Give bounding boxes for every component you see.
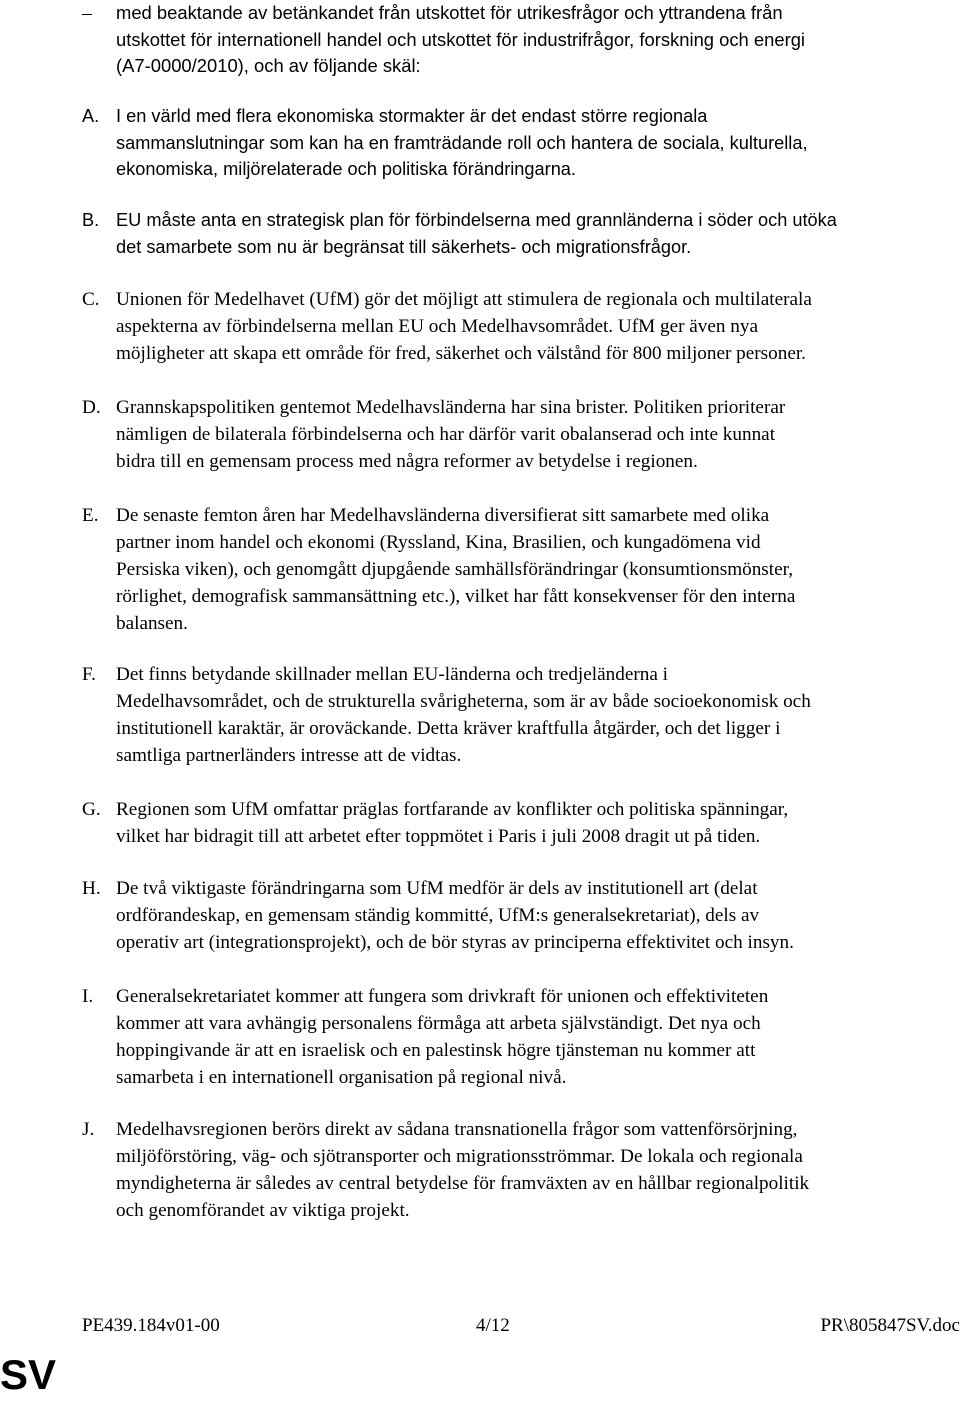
recital-j — [82, 1116, 960, 1224]
recital-text: Unionen för Medelhavet (UfM) gör det möjligt att stimulera de regionala och multilaterala aspekterna av förbindelserna mellan EU och Medelhavsområdet. UfM ger även nya möjligheter att skapa ett område för fred, säkerhet och välstånd för 800 miljoner personer. — [116, 289, 812, 364]
footer-reference: PE439.184v01-00 — [82, 1315, 220, 1336]
intro-clause — [82, 0, 960, 80]
recital-letter: C. — [82, 289, 100, 310]
footer-document-file: PR\805847SV.doc — [820, 1315, 960, 1336]
recital-g — [82, 796, 960, 850]
recital-letter: G. — [82, 799, 101, 820]
intro-dash: – — [82, 2, 92, 24]
recital-letter: F. — [82, 664, 96, 685]
recital-text: Det finns betydande skillnader mellan EU-länderna och tredjeländerna i Medelhavsområdet, och de strukturella svårigheterna, som är av både socioekonomisk och institutionell karaktär, är oroväckande. Detta kräver kraftfulla åtgärder, och det ligger i samtliga partnerländers intresse att de vidtas. — [116, 664, 811, 766]
recital-text: EU måste anta en strategisk plan för förbindelserna med grannländerna i söder och utöka det samarbete som nu är begränsat till säkerhets- och migrationsfrågor. — [116, 210, 837, 257]
recital-i — [82, 983, 960, 1091]
recital-letter: J. — [82, 1119, 95, 1140]
recital-text: De två viktigaste förändringarna som UfM medför är dels av institutionell art (delat ordförandeskap, en gemensam ständig kommitté, UfM:s generalsekretariat), dels av operativ art (integrationsprojekt), och de bör styras av principerna effektivitet och insyn. — [116, 878, 794, 953]
footer-page-number: 4/12 — [476, 1315, 510, 1336]
recital-letter: I. — [82, 986, 94, 1007]
recital-text: De senaste femton åren har Medelhavsländerna diversifierat sitt samarbete med olika partner inom handel och ekonomi (Ryssland, Kina, Brasilien, och kungadömena vid Persiska viken), och genomgått djupgående samhällsförändringar (konsumtionsmönster, rörlighet, demografisk sammansättning etc.), vilket har fått konsekvenser för den interna balansen. — [116, 505, 796, 634]
recital-letter: B. — [82, 210, 100, 230]
recital-e — [82, 502, 960, 637]
recital-f — [82, 661, 960, 769]
recital-letter: A. — [82, 106, 100, 126]
recital-text: I en värld med flera ekonomiska stormakter är det endast större regionala sammanslutningar som kan ha en framträdande roll och hantera de sociala, kulturella, ekonomiska, miljörelaterade och politiska förändringarna. — [116, 106, 808, 180]
recital-letter: H. — [82, 878, 101, 899]
recital-letter: D. — [82, 397, 101, 418]
intro-text: med beaktande av betänkandet från utskottet för utrikesfrågor och yttrandena från utskottet för internationell handel och utskottet för industrifrågor, forskning och energi (A7-0000/2010), och av följande skäl: — [116, 2, 806, 76]
recital-h — [82, 875, 960, 956]
page-footer — [82, 1312, 960, 1340]
recital-letter: E. — [82, 505, 99, 526]
recital-text: Medelhavsregionen berörs direkt av sådana transnationella frågor som vattenförsörjning, miljöförstöring, väg- och sjötransporter och migrationsströmmar. De lokala och regionala myndigheterna är således av central betydelse för framväxten av en hållbar regionalpolitik och genomförandet av viktiga projekt. — [116, 1119, 810, 1221]
recital-c — [82, 286, 960, 367]
recital-a — [82, 103, 960, 183]
recital-d — [82, 394, 960, 475]
language-code: SV — [0, 1351, 57, 1398]
recital-text: Grannskapspolitiken gentemot Medelhavsländerna har sina brister. Politiken prioriterar nämligen de bilaterala förbindelserna och har därför varit obalanserad och inte kunnat bidra till en gemensam process med några reformer av betydelse i regionen. — [116, 397, 786, 472]
recital-text: Generalsekretariatet kommer att fungera som drivkraft för unionen och effektiviteten kommer att vara avhängig personalens förmåga att arbeta självständigt. Det nya och hoppingivande är att en israelisk och en palestinsk högre tjänsteman nu kommer att samarbeta i en internationell organisation på regional nivå. — [116, 986, 769, 1088]
recital-text: Regionen som UfM omfattar präglas fortfarande av konflikter och politiska spänningar, vilket har bidragit till att arbetet efter toppmötet i Paris i juli 2008 dragit ut på tiden. — [116, 799, 789, 847]
recital-b — [82, 207, 960, 260]
